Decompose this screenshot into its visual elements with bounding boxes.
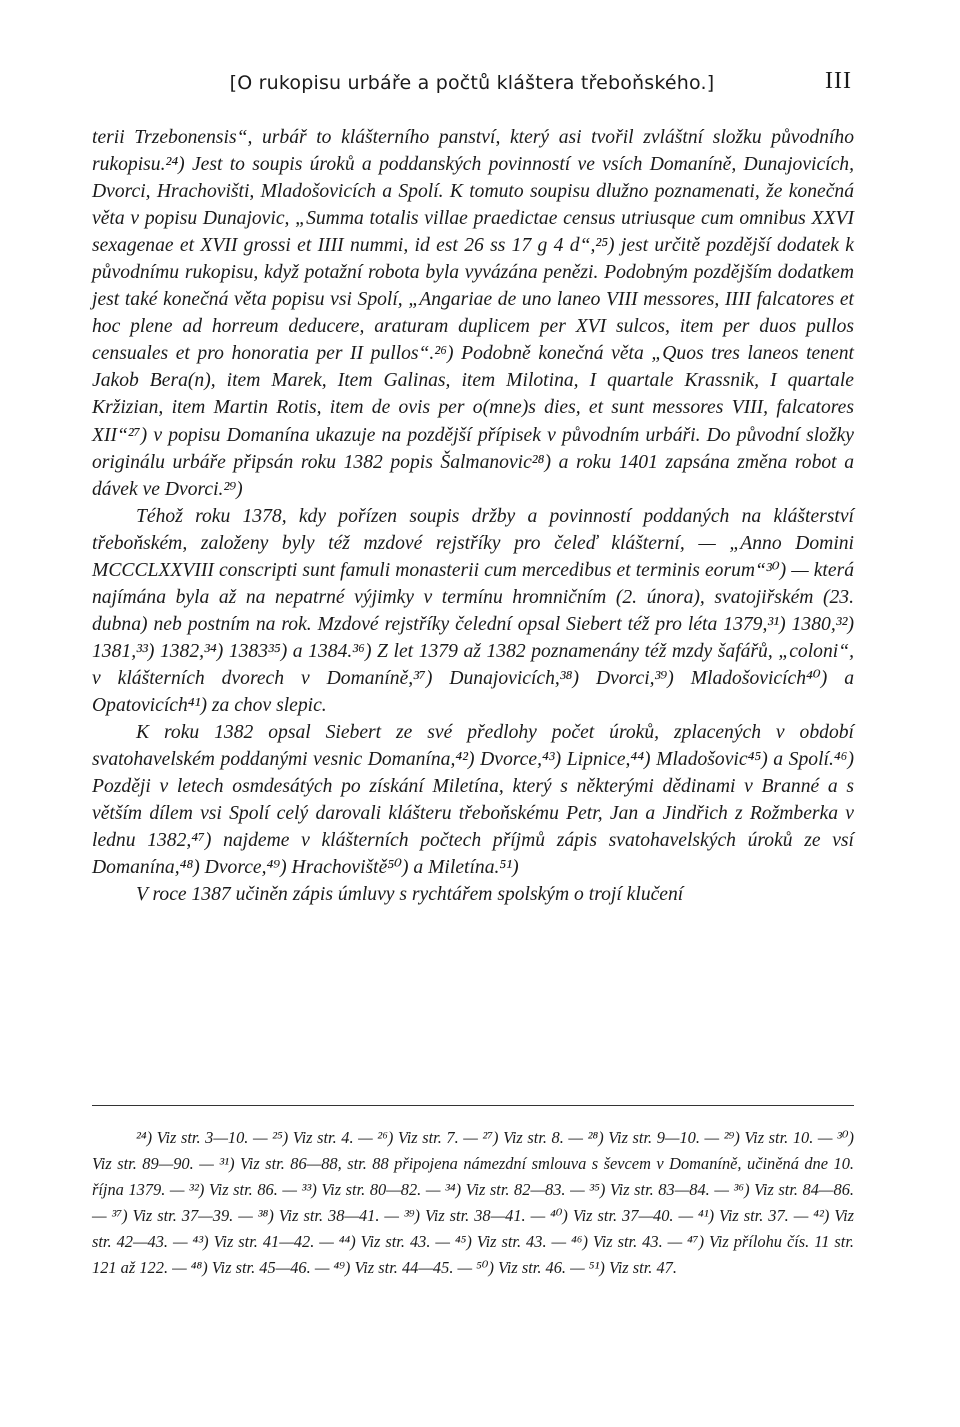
paragraph: terii Trzebonensis“, urbář to klášterního panství, který asi tvořil zvláštní složku původního rukopisu.²⁴) Jest to soupis úroků a poddanských povinností ve vsích Domaníně, Dunajovicích, Dvorci, Hrachovišti, Mladošovicích a Spolí. K tomuto soupisu dlužno poznamenati, že konečná věta v popisu Dunajovic, „Summa totalis villae praedictae census utriusque cum omnibus XXVI sexagenae et XVII grossi et IIII nummi, id est 26 ss 17 g 4 d“,²⁵) jest určitě pozdější dodatek k původnímu rukopisu, když potažní robota byla vyvázána penězi. Podobným pozdějším dodatkem jest také konečná věta popisu vsi Spolí, „Angariae de uno laneo VIII messores, IIII falcatores et hoc plene ad horreum deducere, araturam duplicem per XVI sulcos, item per duos pullos censuales et pro honoratia per II pullos“.²⁶) Podobně konečná věta „Quos tres laneos tenent Jakob Bera(n), item Marek, Item Galinas, item Milotina, I quartale Krassnik, I quartale Kržizian, item Martin Rotis, item de ovis per o(mne)s dies, et sunt messores VIII, falcatores XII“²⁷) v popisu Domanína ukazuje na pozdější přípisek v původním urbáři. Do původní složky originálu urbáře připsán roku 1382 popis Šalmanovic²⁸) a roku 1401 zapsána změna robot a dávek ve Dvorci.²⁹): [92, 127, 854, 500]
page-number: III: [825, 68, 852, 94]
footnote-separator: [92, 1105, 854, 1106]
page-header: [92, 68, 852, 102]
running-head: [O rukopisu urbáře a počtů kláštera třeboňského.]: [229, 72, 715, 94]
footnotes: [92, 1125, 854, 1281]
footnote-text: ²⁴) Viz str. 3—10. — ²⁵) Viz str. 4. — ²⁶) Viz str. 7. — ²⁷) Viz str. 8. — ²⁸) Viz str. 9—10. — ²⁹) Viz str. 10. — ³⁰) Viz str. 89—90. — ³¹) Viz str. 86—88, str. 88 připojena námezdní smlouva s ševcem v Domaníně, učiněná dne 10. října 1379. — ³²) Viz str. 86. — ³³) Viz str. 80—82. — ³⁴) Viz str. 82—83. — ³⁵) Viz str. 83—84. — ³⁶) Viz str. 84—86. — ³⁷) Viz str. 37—39. — ³⁸) Viz str. 38—41. — ³⁹) Viz str. 38—41. — ⁴⁰) Viz str. 37—40. — ⁴¹) Viz str. 37. — ⁴²) Viz str. 42—43. — ⁴³) Viz str. 41—42. — ⁴⁴) Viz str. 43. — ⁴⁵) Viz str. 43. — ⁴⁶) Viz str. 43. — ⁴⁷) Viz přílohu čís. 11 str. 121 až 122. — ⁴⁸) Viz str. 45—46. — ⁴⁹) Viz str. 44—45. — ⁵⁰) Viz str. 46. — ⁵¹) Viz str. 47.: [92, 1128, 854, 1277]
paragraph: Téhož roku 1378, kdy pořízen soupis držby a povinností poddaných na klášterství třeboňském, založeny byly též mzdové rejstříky pro čeleď klášterní, — „Anno Domini MCCCLXXVIII conscripti sunt famuli monasterii cum mercedibus et terminis eorum“³⁰) — která najímána byla až na nepatrné výjimky v termínu hromničním (2. února), svatojiřském (23. dubna) neb postním na rok. Mzdové rejstříky čelední opsal Siebert též pro léta 1379,³¹) 1380,³²) 1381,³³) 1382,³⁴) 1383³⁵) a 1384.³⁶) Z let 1379 až 1382 poznamenány též mzdy šafářů, „coloni“, v klášterních dvorech v Domaníně,³⁷) Dunajovicích,³⁸) Dvorci,³⁹) Mladošovicích⁴⁰) a Opatovicích⁴¹) za chov slepic.: [92, 505, 854, 716]
paragraph: K roku 1382 opsal Siebert ze své předlohy počet úroků, zplacených v období svatohavelském poddanými vesnic Domanína,⁴²) Dvorce,⁴³) Lipnice,⁴⁴) Mladošovic⁴⁵) a Spolí.⁴⁶) Později v letech osmdesátých po získání Miletína, který s některými dědinami v Branné a s větším dílem vsi Spolí celý darovali klášteru třeboňskému Petr, Jan a Jindřich z Rožmberka v lednu 1382,⁴⁷) najdeme v klášterních počtech příjmů zápis svatohavelských úroků ze vsí Domanína,⁴⁸) Dvorce,⁴⁹) Hrachoviště⁵⁰) a Miletína.⁵¹): [92, 722, 854, 879]
body-text: [92, 124, 854, 908]
paragraph: V roce 1387 učiněn zápis úmluvy s rychtářem spolským o trojí klučení: [136, 884, 684, 906]
